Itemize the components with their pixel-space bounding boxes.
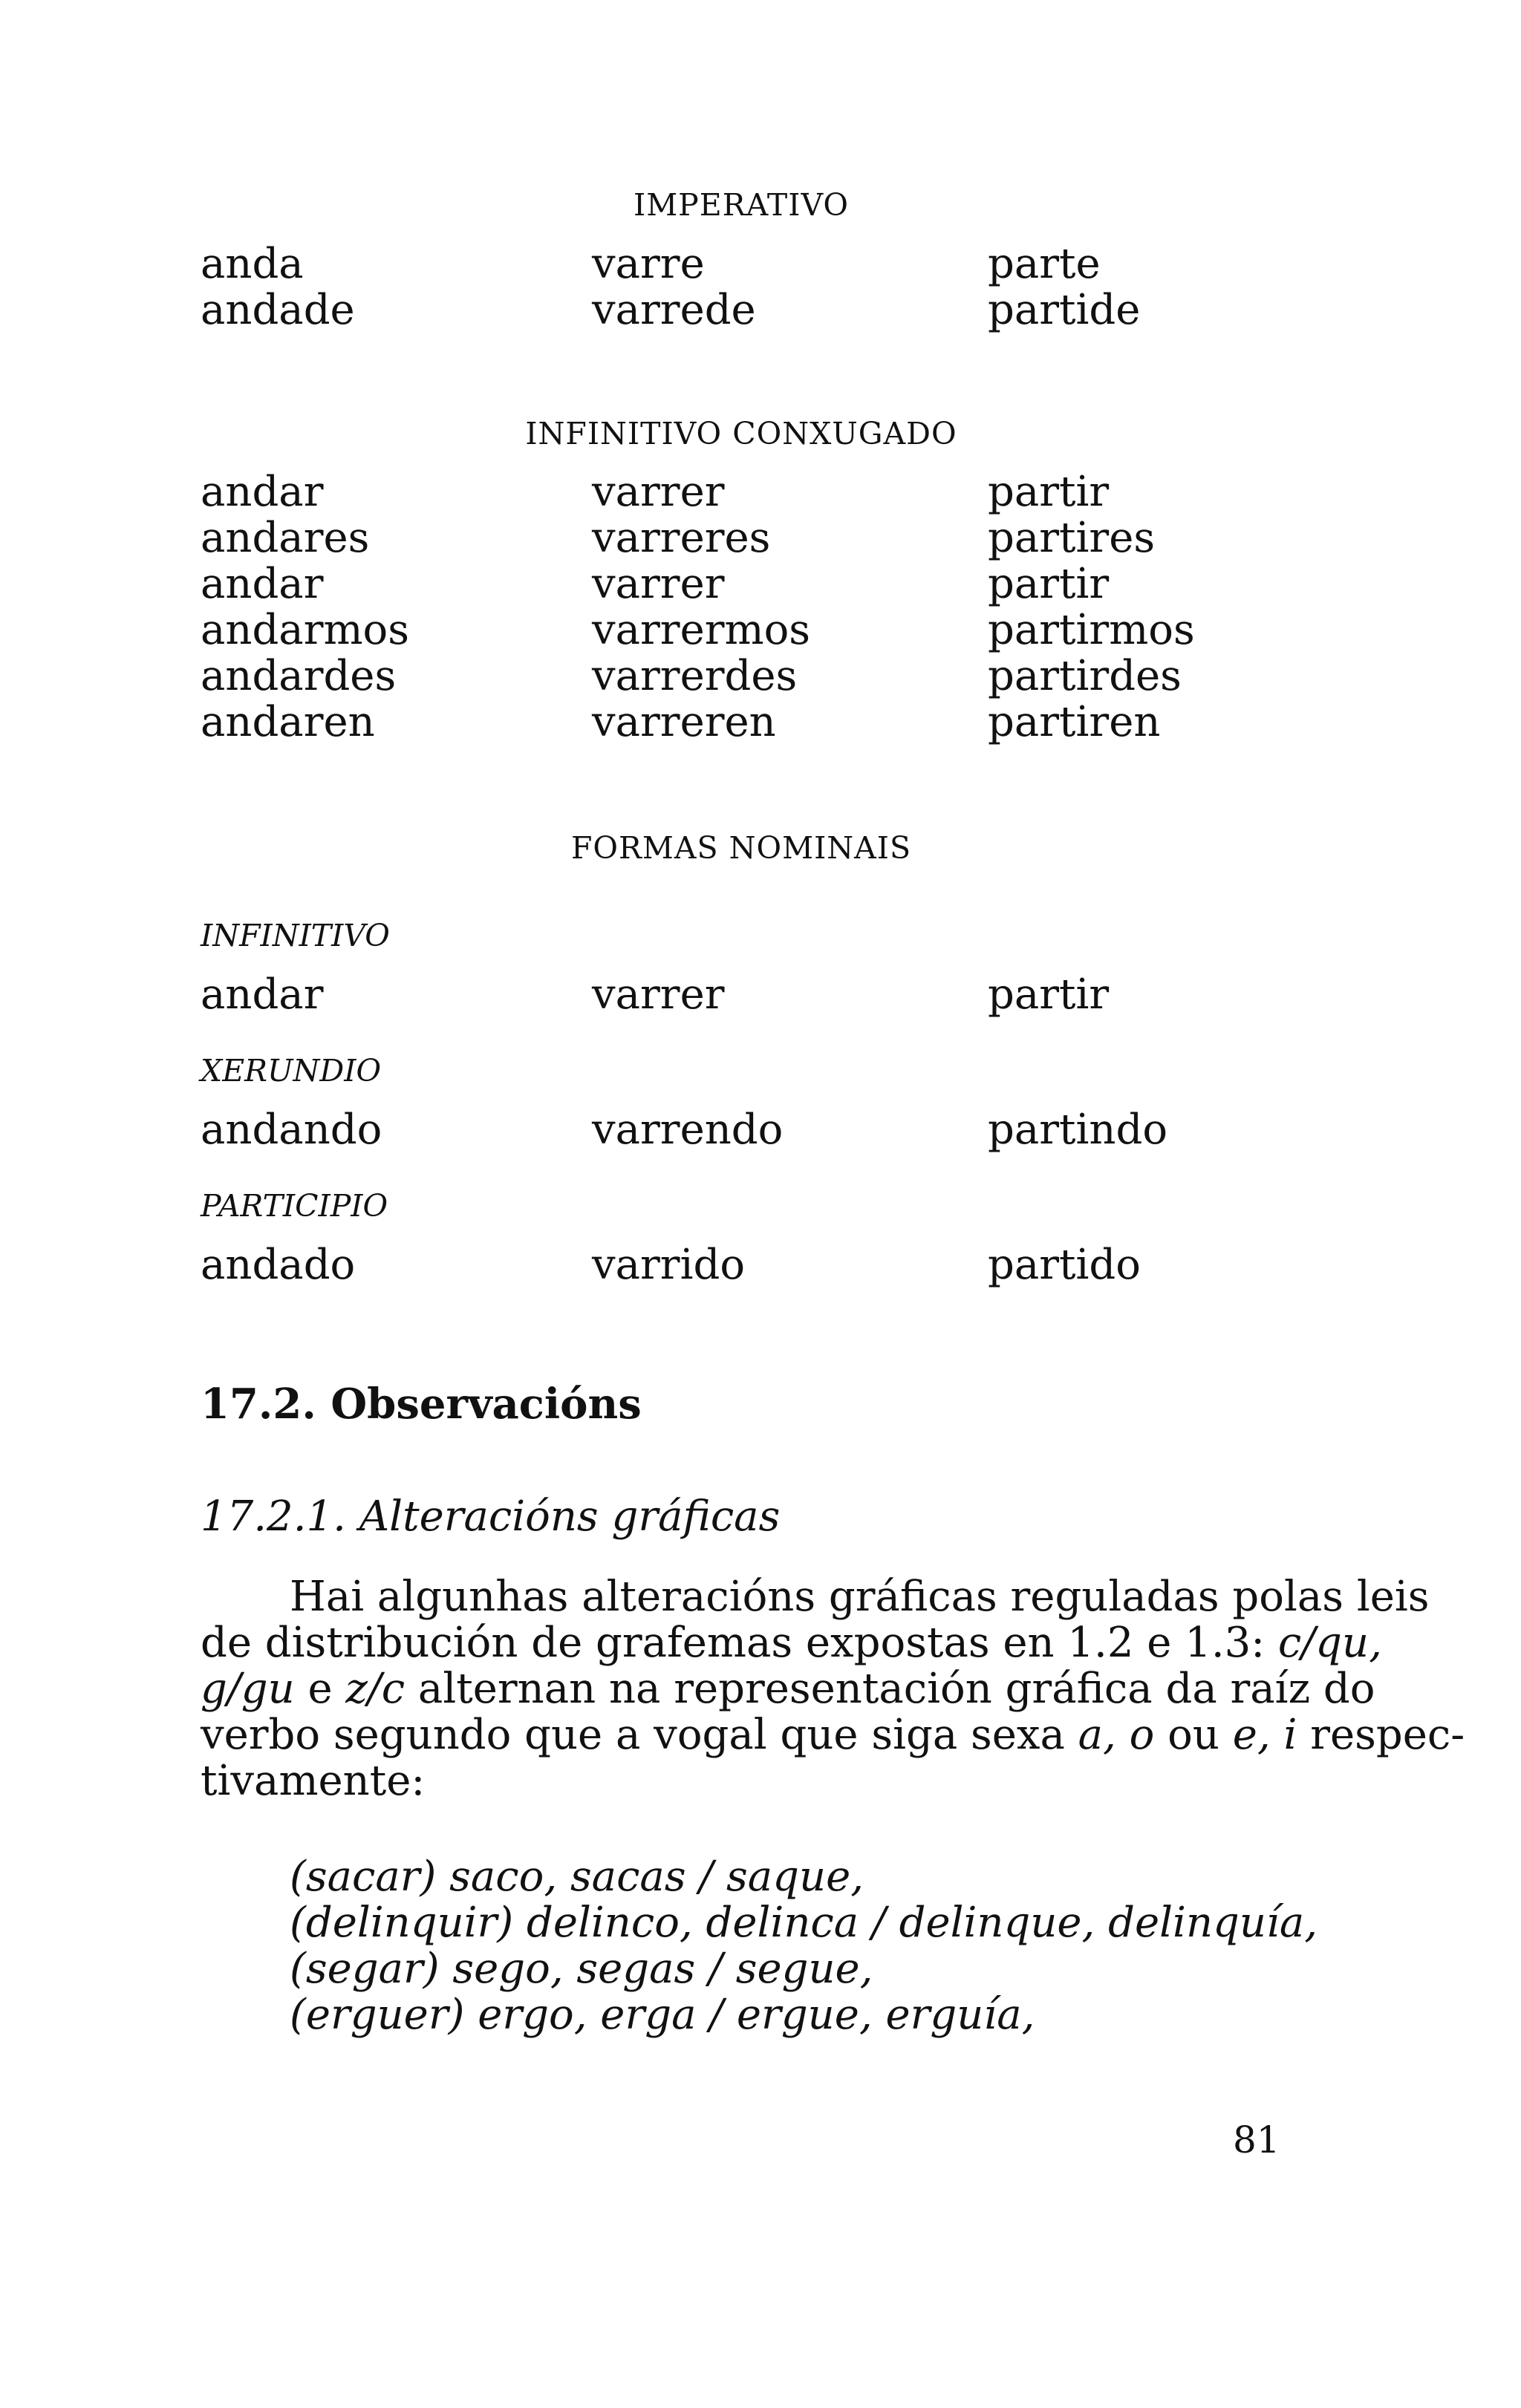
conjugation-cell: varre xyxy=(592,240,705,288)
conjugation-cell: partide xyxy=(988,286,1141,334)
conjugation-cell: andando xyxy=(201,1106,382,1154)
conjugation-cell: varrendo xyxy=(592,1106,784,1154)
section-label-formas-nominais: FORMAS NOMINAIS xyxy=(570,830,912,866)
sublabel-infinitivo: INFINITIVO xyxy=(201,918,390,953)
conjugation-cell: andaren xyxy=(201,698,375,746)
paragraph-line xyxy=(201,1758,1277,1804)
table-row xyxy=(0,469,1521,515)
table-row xyxy=(0,1242,1521,1288)
conjugation-cell: varrede xyxy=(592,286,756,334)
italic-text: g/gu xyxy=(201,1665,295,1713)
conjugation-cell: andardes xyxy=(201,652,397,700)
conjugation-cell: andarmos xyxy=(201,606,410,654)
conjugation-cell: partir xyxy=(988,970,1110,1019)
text-run: tivamente: xyxy=(201,1757,426,1805)
text-run: de distribución de grafemas expostas en 1.2 e 1.3: xyxy=(201,1619,1278,1667)
conjugation-cell: varreren xyxy=(592,698,776,746)
example-line: (sacar) saco, sacas / saque, xyxy=(290,1853,864,1901)
paragraph-line xyxy=(201,1573,1430,1621)
conjugation-cell: varrer xyxy=(592,468,725,516)
sublabel-participio: PARTICIPIO xyxy=(201,1188,388,1224)
paragraph-line xyxy=(201,1665,1375,1713)
text-run: Hai algunhas alteracións gráficas reguladas polas leis xyxy=(290,1573,1430,1621)
conjugation-cell: andado xyxy=(201,1241,356,1289)
example-line: (segar) sego, segas / segue, xyxy=(290,1945,873,1993)
table-row xyxy=(0,607,1521,653)
conjugation-cell: partiren xyxy=(988,698,1161,746)
conjugation-cell: varrido xyxy=(592,1241,746,1289)
text-run xyxy=(201,1712,1465,1758)
italic-text: c/qu, xyxy=(1277,1619,1382,1667)
subsection-heading: 17.2.1. Alteracións gráficas xyxy=(201,1492,781,1541)
table-row xyxy=(0,515,1521,561)
paragraph-line xyxy=(201,1619,1382,1667)
conjugation-cell: andade xyxy=(201,286,355,334)
table-row xyxy=(0,287,1521,333)
table-row xyxy=(0,699,1521,745)
conjugation-cell: partirmos xyxy=(988,606,1195,654)
conjugation-cell: andar xyxy=(201,468,324,516)
table-row xyxy=(0,972,1521,1018)
conjugation-cell: partires xyxy=(988,514,1156,562)
conjugation-cell: andar xyxy=(201,560,324,608)
conjugation-cell: parte xyxy=(988,240,1101,288)
conjugation-cell: partido xyxy=(988,1241,1141,1289)
text-run: verbo segundo que a vogal que siga sexa xyxy=(201,1711,1078,1759)
conjugation-cell: varrer xyxy=(592,560,725,608)
conjugation-cell: partir xyxy=(988,468,1110,516)
text-run: alternan na representación gráfica da raíz do xyxy=(405,1665,1375,1713)
table-row xyxy=(0,653,1521,699)
text-run: e xyxy=(294,1665,346,1713)
text-run: respec- xyxy=(1297,1711,1465,1759)
section-label-imperativo: IMPERATIVO xyxy=(634,187,849,223)
text-run xyxy=(201,1620,1382,1666)
conjugation-cell: varrermos xyxy=(592,606,811,654)
conjugation-cell: varreres xyxy=(592,514,771,562)
italic-text: a, o xyxy=(1078,1711,1155,1759)
conjugation-cell: partindo xyxy=(988,1106,1168,1154)
examples-list xyxy=(290,1854,1318,2038)
table-row xyxy=(0,241,1521,287)
table-row xyxy=(0,1107,1521,1153)
sublabel-xerundio: XERUNDIO xyxy=(201,1053,382,1089)
text-run: ou xyxy=(1154,1711,1233,1759)
conjugation-cell: varrerdes xyxy=(592,652,798,700)
example-line: (delinquir) delinco, delinca / delinque, delinquía, xyxy=(290,1899,1318,1947)
paragraph-line xyxy=(201,1711,1465,1759)
italic-text: z/c xyxy=(345,1665,406,1713)
italic-text: e, i xyxy=(1232,1711,1297,1759)
example-line: (erguer) ergo, erga / ergue, erguía, xyxy=(290,1991,1035,2039)
body-paragraph xyxy=(201,1573,1465,1805)
section-heading: 17.2. Observacións xyxy=(201,1380,642,1429)
conjugation-cell: andares xyxy=(201,514,370,562)
conjugation-cell: anda xyxy=(201,240,304,288)
conjugation-cell: varrer xyxy=(592,970,725,1019)
text-run xyxy=(201,1666,1375,1712)
table-row xyxy=(0,561,1521,607)
conjugation-cell: partir xyxy=(988,560,1110,608)
conjugation-cell: partirdes xyxy=(988,652,1182,700)
section-label-infinitivo-conxugado: INFINITIVO CONXUGADO xyxy=(525,416,957,451)
page-number: 81 xyxy=(1233,2118,1280,2161)
conjugation-cell: andar xyxy=(201,970,324,1019)
